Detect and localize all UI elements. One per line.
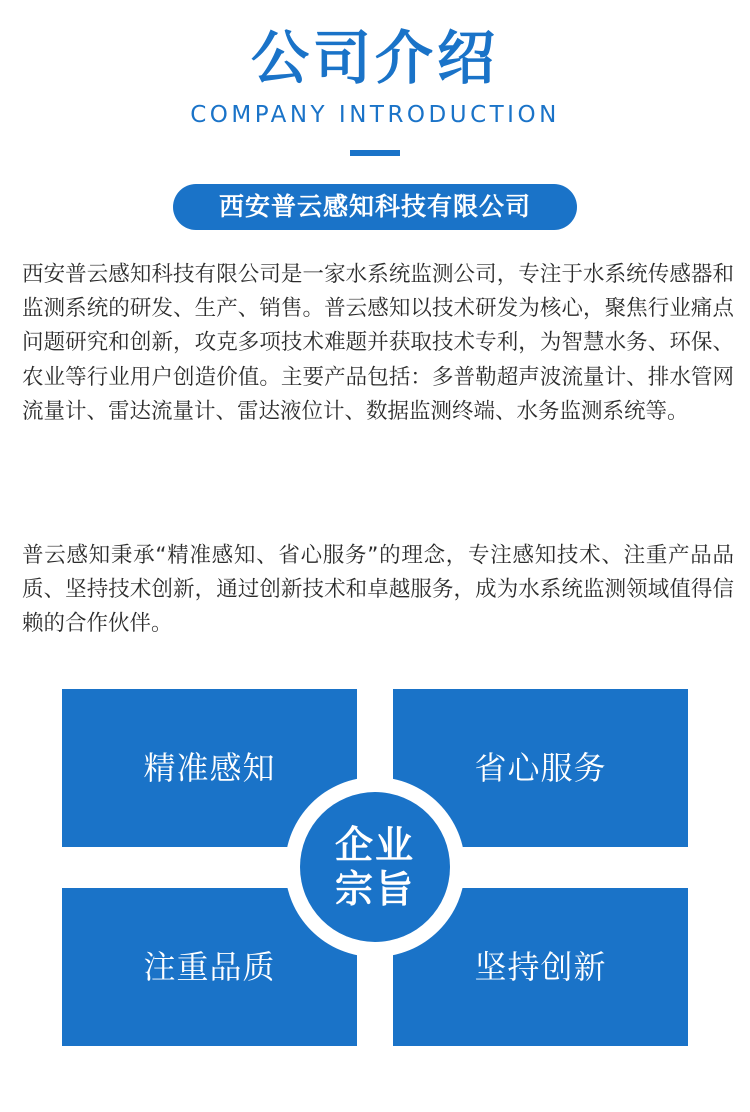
mission-item-precise-sensing: 精准感知 — [62, 689, 357, 847]
intro-paragraph-2: 普云感知秉承“精准感知、省心服务”的理念，专注感知技术、注重产品品质、坚持技术创新，通过创新技术和卓越服务，成为水系统监测领域值得信赖的合作伙伴。 — [22, 543, 734, 637]
page-title: 公司介绍 — [250, 24, 499, 92]
mission-center-circle — [300, 792, 450, 942]
mission-item-worry-free-service: 省心服务 — [393, 689, 688, 847]
page-subtitle: COMPANY INTRODUCTION — [190, 102, 560, 128]
intro-paragraph-1: 西安普云感知科技有限公司是一家水系统监测公司，专注于水系统传感器和监测系统的研发、生产、销售。普云感知以技术研发为核心，聚焦行业痛点问题研究和创新，攻克多项技术难题并获取技术专利，为智慧水务、环保、农业等行业用户创造价值。主要产品包括：多普勒超声波流量计、排水管网流量计、雷达流量计、雷达液位计、数据监测终端、水务监测系统等。 — [22, 262, 734, 424]
title-underline — [350, 150, 400, 156]
company-name-badge: 西安普云感知科技有限公司 — [173, 184, 577, 230]
mission-item-innovation: 坚持创新 — [393, 888, 688, 1046]
mission-center-line2: 宗旨 — [334, 867, 415, 911]
mission-center-line1: 企业 — [334, 823, 415, 867]
mission-item-quality-focus: 注重品质 — [62, 888, 357, 1046]
